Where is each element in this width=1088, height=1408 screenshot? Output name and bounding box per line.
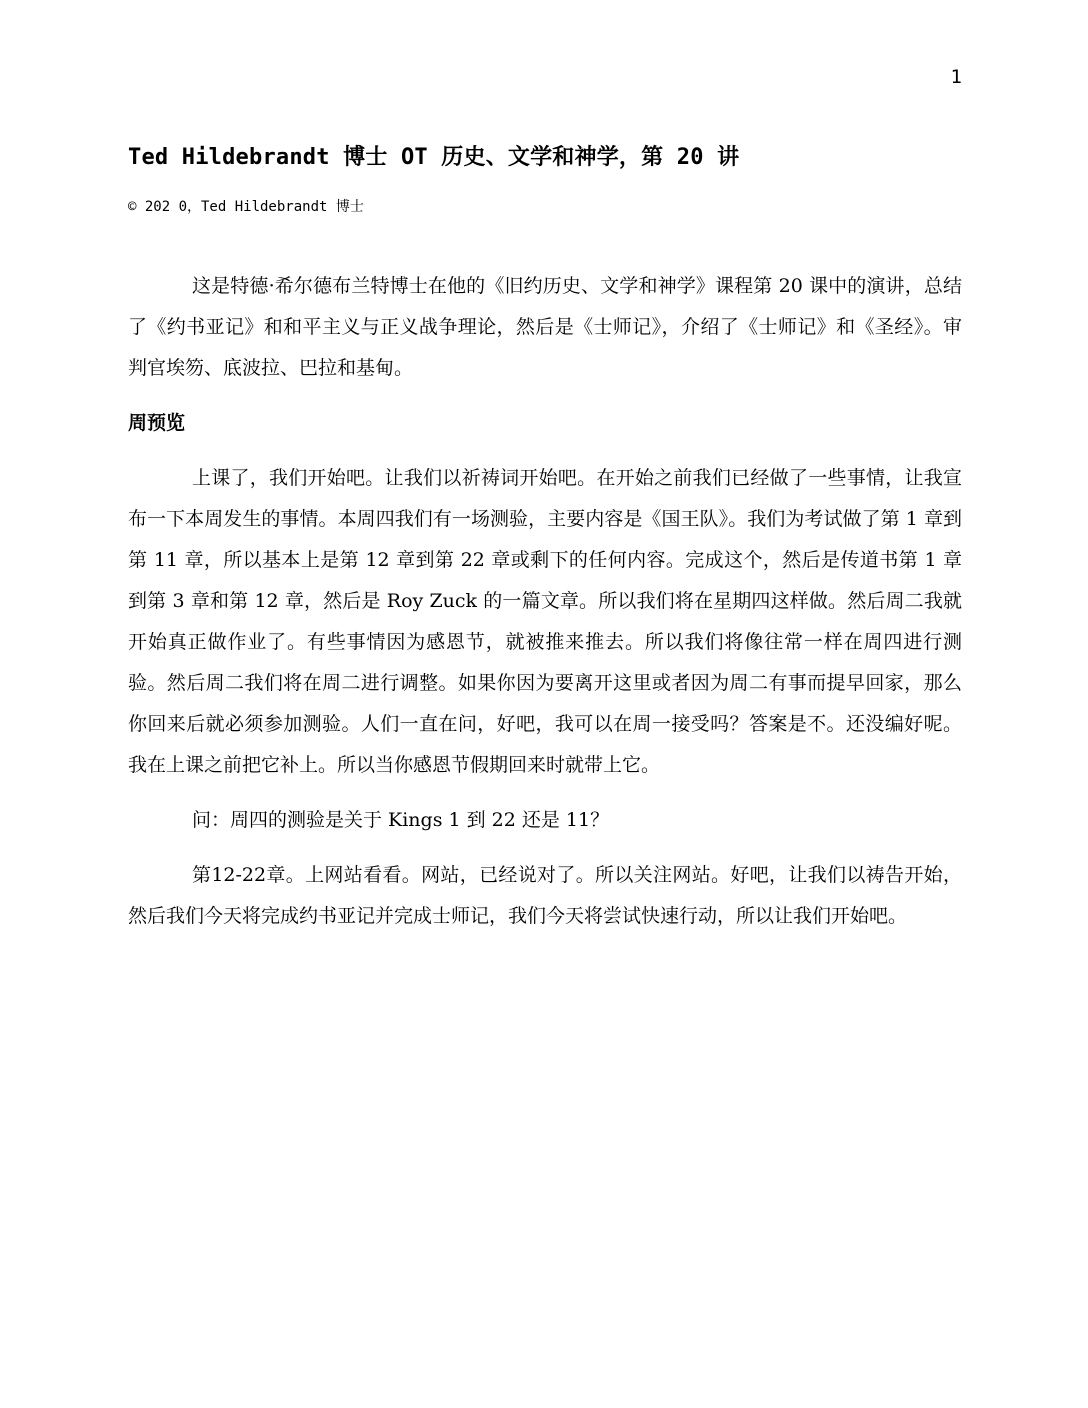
section-heading: 周预览 bbox=[128, 412, 186, 434]
question-paragraph: 问：周四的测验是关于 Kings 1 到 22 还是 11？ bbox=[192, 809, 610, 831]
page-number: 1 bbox=[950, 66, 962, 88]
copyright-line: © 202 0，Ted Hildebrandt 博士 bbox=[128, 199, 364, 215]
body-paragraph: 第12-22章。上网站看看。网站，已经说对了。所以关注网站。好吧，让我们以祷告开始，然后我们今天将完成约书亚记并完成士师记，我们今天将尝试快速行动，所以让我们开始吧。 bbox=[128, 864, 962, 927]
document-body bbox=[128, 266, 962, 951]
intro-paragraph: 这是特德·希尔德布兰特博士在他的《旧约历史、文学和神学》课程第 20 课中的演讲，总结了《约书亚记》和和平主义与正义战争理论，然后是《士师记》，介绍了《士师记》和《圣经》。审判官埃笏、底波拉、巴拉和基甸。 bbox=[128, 275, 962, 379]
document-title: Ted Hildebrandt 博士 OT 历史、文学和神学，第 20 讲 bbox=[128, 145, 740, 170]
body-paragraph: 上课了，我们开始吧。让我们以祈祷词开始吧。在开始之前我们已经做了一些事情，让我宣布一下本周发生的事情。本周四我们有一场测验，主要内容是《国王队》。我们为考试做了第 1 章到第 11 章，所以基本上是第 12 章到第 22 章或剩下的任何内容。完成这个，然后是传道书第 1 章到第 3 章和第 12 章，然后是 Roy Zuck 的一篇文章。所以我们将在星期四这样做。然后周二我就开始真正做作业了。有些事情因为感恩节，就被推来推去。所以我们将像往常一样在周四进行测验。然后周二我们将在周二进行调整。如果你因为要离开这里或者因为周二有事而提早回家，那么你回来后就必须参加测验。人们一直在问，好吧，我可以在周一接受吗？答案是不。还没编好呢。我在上课之前把它补上。所以当你感恩节假期回来时就带上它。 bbox=[128, 467, 962, 776]
